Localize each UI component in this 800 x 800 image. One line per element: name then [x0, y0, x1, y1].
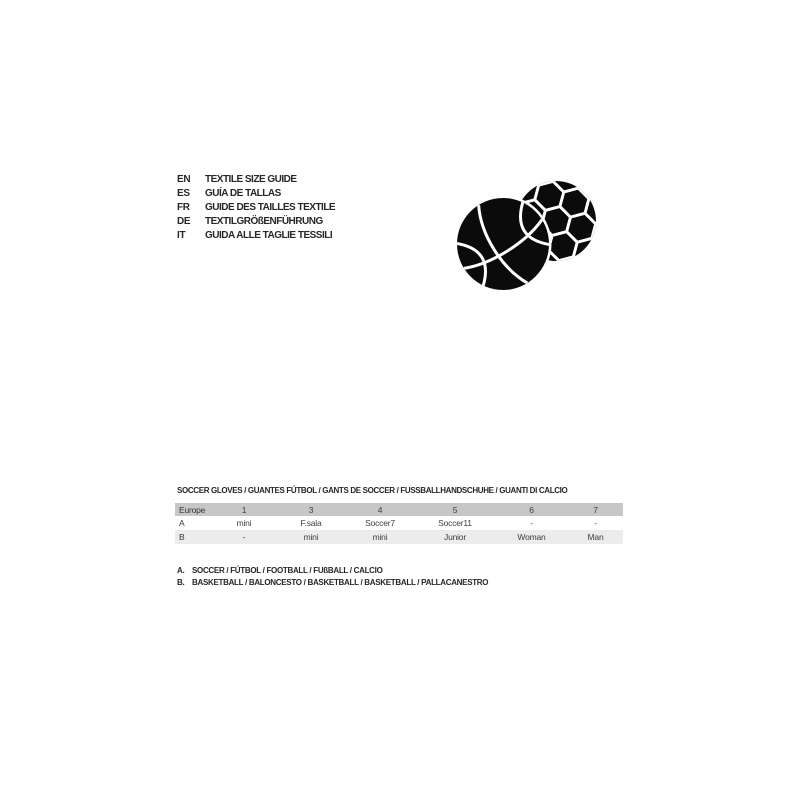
list-item [177, 200, 335, 214]
language-code: ES [177, 187, 190, 199]
table-cell: mini [303, 531, 319, 542]
column-header: 6 [529, 504, 534, 515]
footnote-b [177, 577, 488, 589]
table-row [175, 530, 623, 544]
language-code: FR [177, 201, 190, 213]
table-row [175, 516, 623, 530]
list-item [177, 215, 335, 229]
footnote-text: SOCCER / FÚTBOL / FOOTBALL / FUßBALL / CALCIO [192, 566, 383, 576]
table-cell: Man [587, 531, 604, 542]
column-header: 1 [241, 504, 247, 515]
table-cell: Junior [444, 531, 466, 542]
language-guide-list [177, 172, 335, 243]
column-header: 5 [452, 504, 458, 515]
table-cell: Soccer7 [365, 517, 395, 528]
language-code: IT [177, 230, 186, 242]
list-item [177, 186, 335, 200]
language-code: EN [177, 173, 191, 185]
column-header: 3 [308, 504, 314, 515]
column-header: Europe [179, 504, 206, 515]
table-cell: mini [236, 517, 252, 528]
row-label: B [179, 531, 185, 542]
footnote-label: A. [177, 566, 185, 576]
size-table [175, 503, 623, 544]
list-item [177, 229, 335, 243]
table-cell: Soccer11 [438, 517, 472, 528]
list-item [177, 172, 335, 186]
table-cell: mini [372, 531, 388, 542]
footnote-text: BASKETBALL / BALONCESTO / BASKETBALL / BASKETBALL / PALLACANESTRO [192, 577, 489, 587]
language-title: GUÍA DE TALLAS [205, 187, 281, 199]
table-cell: F.sala [300, 517, 322, 528]
language-title: TEXTILGRÖßENFÜHRUNG [205, 216, 323, 228]
footnote-a [177, 565, 488, 577]
language-title: TEXTILE SIZE GUIDE [205, 173, 297, 185]
column-header: 4 [377, 504, 383, 515]
table-cell: Woman [517, 531, 546, 542]
balls-illustration [450, 176, 605, 296]
language-title: GUIDA ALLE TAGLIE TESSILI [205, 230, 333, 242]
table-cell: - [242, 531, 246, 542]
table-header-row [175, 503, 623, 516]
language-title: GUIDE DES TAILLES TEXTILE [205, 201, 336, 213]
column-header: 7 [593, 504, 598, 515]
table-cell: - [530, 517, 533, 528]
language-code: DE [177, 216, 191, 228]
footnotes [177, 565, 488, 588]
row-label: A [179, 517, 185, 528]
size-table-title: SOCCER GLOVES / GUANTES FÚTBOL / GANTS DE SOCCER / FUSSBALLHANDSCHUHE / GUANTI DI CALCIO [177, 486, 568, 495]
footnote-label: B. [177, 577, 185, 587]
table-cell: - [594, 517, 597, 528]
